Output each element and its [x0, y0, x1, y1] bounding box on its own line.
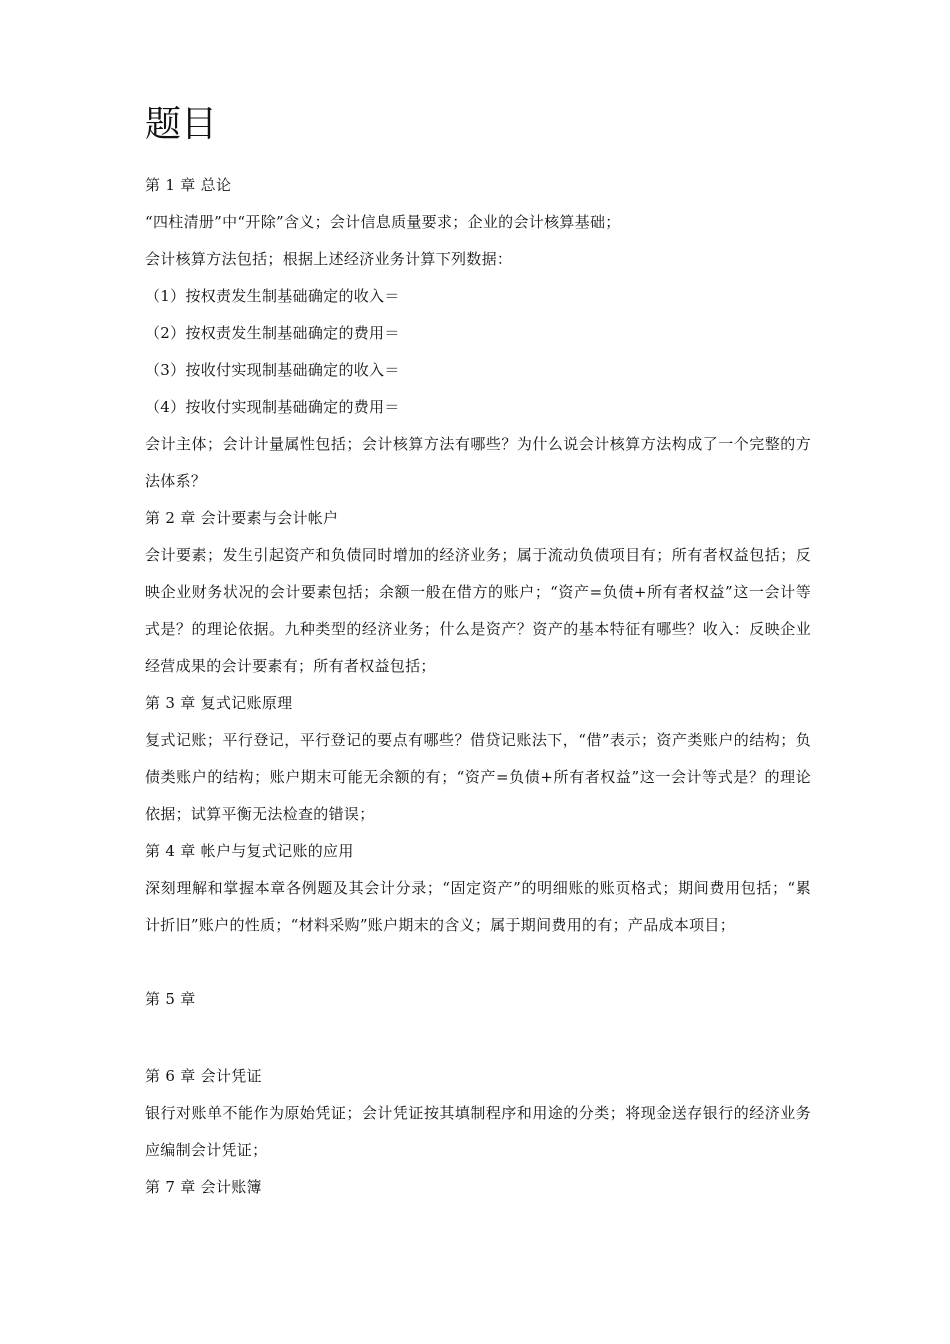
- calc-item-2: （2）按权责发生制基础确定的费用＝: [145, 324, 400, 342]
- chapter-6-heading: 第 6 章 会计凭证: [145, 1067, 262, 1085]
- chapter-1-line-2: 会计核算方法包括；根据上述经济业务计算下列数据：: [145, 250, 513, 268]
- calc-item-1: （1）按权责发生制基础确定的收入＝: [145, 287, 400, 305]
- chapter-7-heading: 第 7 章 会计账簿: [145, 1178, 262, 1196]
- calc-item-3: （3）按收付实现制基础确定的收入＝: [145, 361, 400, 379]
- chapter-1-paragraph: 会计主体；会计计量属性包括；会计核算方法有哪些？为什么说会计核算方法构成了一个完整的方法体系？: [145, 435, 811, 490]
- calc-item-4: （4）按收付实现制基础确定的费用＝: [145, 398, 400, 416]
- chapter-2-heading: 第 2 章 会计要素与会计帐户: [145, 509, 339, 527]
- chapter-2-paragraph: 会计要素；发生引起资产和负债同时增加的经济业务；属于流动负债项目有；所有者权益包括；反映企业财务状况的会计要素包括；余额一般在借方的账户；“资产=负债+所有者权益”这一会计等式是？的理论依据。九种类型的经济业务；什么是资产？资产的基本特征有哪些？收入：反映企业经营成果的会计要素有；所有者权益包括；: [145, 546, 811, 675]
- chapter-4-paragraph: 深刻理解和掌握本章各例题及其会计分录；“固定资产”的明细账的账页格式；期间费用包括；“累计折旧”账户的性质；“材料采购”账户期末的含义；属于期间费用的有；产品成本项目；: [145, 879, 811, 934]
- page-title: 题目: [145, 104, 218, 145]
- chapter-6-paragraph: 银行对账单不能作为原始凭证；会计凭证按其填制程序和用途的分类；将现金送存银行的经济业务应编制会计凭证；: [145, 1104, 811, 1159]
- chapter-4-heading: 第 4 章 帐户与复式记账的应用: [145, 842, 354, 860]
- chapter-1-heading: 第 1 章 总论: [145, 176, 232, 194]
- chapter-5-heading: 第 5 章: [145, 990, 196, 1008]
- chapter-3-paragraph: 复式记账；平行登记，平行登记的要点有哪些？借贷记账法下，“借”表示；资产类账户的结构；负债类账户的结构；账户期末可能无余额的有；“资产=负债+所有者权益”这一会计等式是？的理论依据；试算平衡无法检查的错误；: [145, 731, 811, 823]
- chapter-1-line-1: “四柱清册”中“开除”含义；会计信息质量要求；企业的会计核算基础；: [145, 213, 621, 231]
- chapter-3-heading: 第 3 章 复式记账原理: [145, 694, 293, 712]
